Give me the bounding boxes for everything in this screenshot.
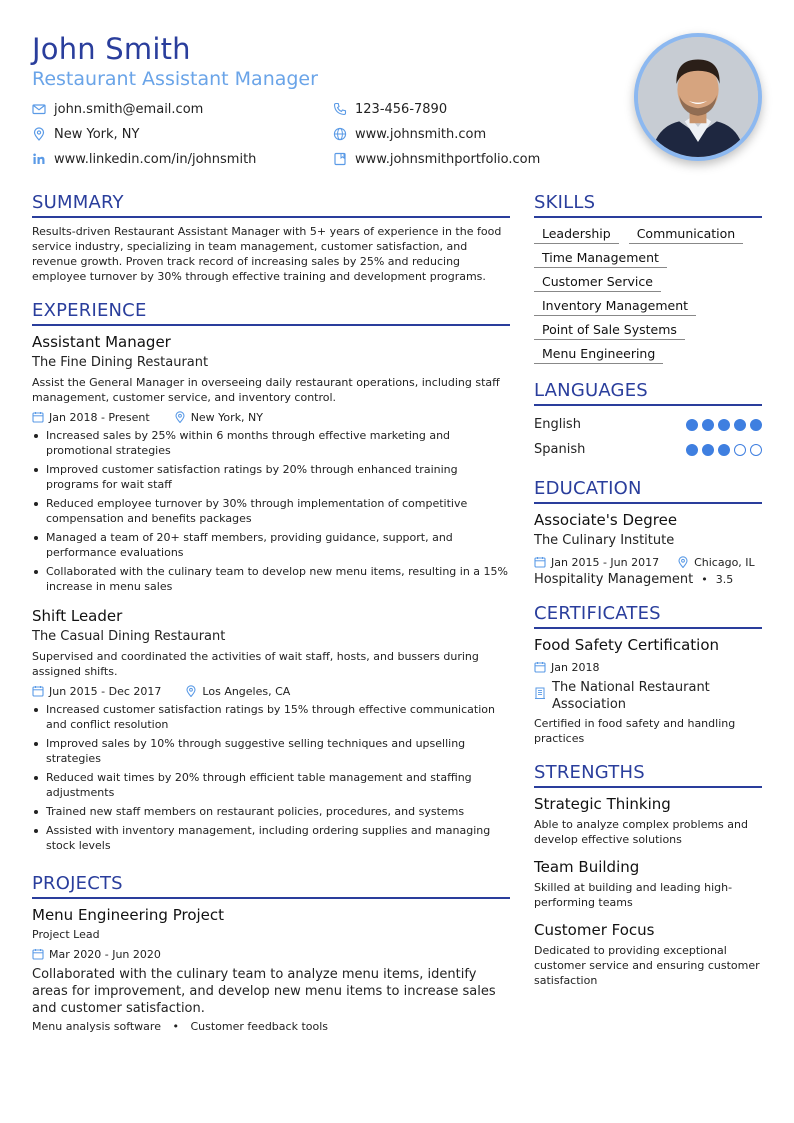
education-field: Hospitality Management — [534, 572, 694, 587]
list-item: Trained new staff members on restaurant policies, procedures, and systems — [32, 804, 510, 819]
level-dot-filled — [718, 419, 730, 431]
tool-separator: • — [172, 1020, 179, 1033]
education-heading: EDUCATION — [534, 476, 762, 504]
linkedin-icon — [32, 152, 46, 166]
contact-portfolio[interactable] — [333, 150, 540, 168]
contact-phone[interactable] — [333, 100, 447, 118]
bookmark-icon — [333, 152, 347, 166]
language-level — [686, 419, 762, 431]
job-meta — [32, 409, 510, 425]
job-dates: Jan 2018 - Present — [49, 410, 150, 424]
skill-tag: Point of Sale Systems — [534, 320, 685, 340]
skill-tag: Inventory Management — [534, 296, 696, 316]
list-item: Assisted with inventory management, including ordering supplies and managing stock levels — [32, 823, 510, 853]
job-title: Shift Leader — [32, 607, 123, 625]
strength-description: Able to analyze complex problems and develop effective solutions — [534, 818, 748, 846]
certificates-heading: CERTIFICATES — [534, 601, 762, 629]
job-dates: Jun 2015 - Dec 2017 — [49, 684, 162, 698]
left-column — [32, 190, 510, 1033]
certificate-org-name: The National Restaurant Association — [552, 680, 710, 712]
project-meta — [32, 946, 510, 962]
tool-item: Menu analysis software — [32, 1020, 161, 1033]
job-description: Supervised and coordinated the activities of wait staff, hosts, and bussers during assigned shifts. — [32, 650, 479, 678]
list-item: Increased sales by 25% within 6 months through effective marketing and promotional strategies — [32, 428, 510, 458]
strength-item — [534, 794, 762, 847]
skill-tag: Communication — [629, 224, 744, 244]
project-dates: Mar 2020 - Jun 2020 — [49, 947, 161, 961]
candidate-name: John Smith — [32, 32, 191, 66]
phone-icon — [333, 102, 347, 116]
strength-item — [534, 857, 762, 910]
education-meta — [534, 554, 762, 570]
language-row — [534, 412, 762, 437]
contact-website[interactable] — [333, 125, 486, 143]
experience-item — [32, 606, 510, 853]
job-description: Assist the General Manager in overseeing daily restaurant operations, including staff management, customer service, and inventory control. — [32, 376, 500, 404]
map-pin-icon — [32, 127, 46, 141]
candidate-role: Restaurant Assistant Manager — [32, 68, 318, 90]
level-dot-filled — [686, 444, 698, 456]
certificate-org — [534, 679, 762, 713]
calendar-icon — [32, 685, 44, 697]
calendar-icon — [32, 948, 44, 960]
level-dot-filled — [734, 419, 746, 431]
project-name: Menu Engineering Project — [32, 906, 225, 924]
education-gpa: 3.5 — [715, 573, 734, 586]
projects-heading: PROJECTS — [32, 871, 510, 899]
resume-header — [32, 30, 612, 92]
project-description: Collaborated with the culinary team to analyze menu items, identify areas for improvement, and develop new menu items to increase sales and customer satisfaction. — [32, 967, 496, 1016]
skill-tag: Leadership — [534, 224, 619, 244]
language-name: Spanish — [534, 442, 586, 457]
language-row — [534, 437, 762, 462]
summary-text: Results-driven Restaurant Assistant Manager with 5+ years of experience in the food service industry, specializing in team management, customer satisfaction, and revenue growth. Proven track record of increasing sales by 25% and reducing employee turnover by 30% through effective training and development programs. — [32, 225, 502, 283]
certificate-meta — [534, 659, 762, 675]
level-dot-empty — [750, 444, 762, 456]
globe-icon — [333, 127, 347, 141]
company-name: The Casual Dining Restaurant — [32, 629, 226, 644]
project-item — [32, 905, 510, 1033]
map-pin-icon — [185, 685, 197, 697]
contact-location — [32, 125, 139, 143]
language-name: English — [534, 417, 581, 432]
contact-email[interactable] — [32, 100, 203, 118]
strength-item — [534, 920, 762, 988]
skill-tag: Time Management — [534, 248, 667, 268]
contact-website-text: www.johnsmith.com — [355, 126, 487, 142]
strength-name: Strategic Thinking — [534, 795, 671, 813]
level-dot-filled — [750, 419, 762, 431]
skill-tag: Menu Engineering — [534, 344, 663, 364]
list-item: Managed a team of 20+ staff members, providing guidance, support, and performance evaluations — [32, 530, 510, 560]
certificate-name: Food Safety Certification — [534, 636, 720, 654]
contact-location-text: New York, NY — [54, 126, 140, 142]
experience-heading: EXPERIENCE — [32, 298, 510, 326]
project-role: Project Lead — [32, 928, 100, 941]
level-dot-filled — [702, 444, 714, 456]
contact-portfolio-text: www.johnsmithportfolio.com — [355, 151, 541, 167]
contact-phone-text: 123-456-7890 — [355, 101, 448, 117]
job-meta — [32, 683, 510, 699]
languages-heading: LANGUAGES — [534, 378, 762, 406]
strength-description: Skilled at building and leading high-performing teams — [534, 881, 733, 909]
company-name: The Fine Dining Restaurant — [32, 355, 209, 370]
summary-heading: SUMMARY — [32, 190, 510, 218]
list-item: Reduced wait times by 20% through efficient table management and staffing adjustments — [32, 770, 510, 800]
school-name: The Culinary Institute — [534, 533, 675, 548]
experience-item — [32, 332, 510, 594]
education-dates: Jan 2015 - Jun 2017 — [551, 555, 660, 569]
education-field-line — [534, 572, 762, 587]
education-item — [534, 510, 762, 587]
list-item: Collaborated with the culinary team to develop new menu items, resulting in a 15% increase in menu sales — [32, 564, 510, 594]
certificate-date: Jan 2018 — [551, 660, 600, 674]
calendar-icon — [534, 661, 546, 673]
level-dot-filled — [702, 419, 714, 431]
list-item: Increased customer satisfaction ratings by 15% through effective communication and conflict resolution — [32, 702, 510, 732]
map-pin-icon — [174, 411, 186, 423]
list-item: Improved customer satisfaction ratings by 20% through enhanced training programs for wait staff — [32, 462, 510, 492]
profile-photo — [634, 33, 762, 161]
tool-item: Customer feedback tools — [190, 1020, 329, 1033]
job-location: Los Angeles, CA — [202, 684, 291, 698]
strength-description: Dedicated to providing exceptional customer service and ensuring customer satisfaction — [534, 944, 760, 987]
level-dot-filled — [686, 419, 698, 431]
skills-list — [534, 224, 762, 364]
project-tools — [32, 1020, 510, 1033]
languages-list — [534, 412, 762, 462]
calendar-icon — [534, 556, 546, 568]
skill-tag: Customer Service — [534, 272, 661, 292]
strength-name: Team Building — [534, 858, 640, 876]
contact-linkedin-text: www.linkedin.com/in/johnsmith — [54, 151, 257, 167]
education-location: Chicago, IL — [694, 555, 755, 569]
degree-name: Associate's Degree — [534, 511, 678, 529]
contact-linkedin[interactable] — [32, 150, 256, 168]
level-dot-empty — [734, 444, 746, 456]
achievement-list — [32, 428, 510, 594]
field-separator: • — [701, 573, 708, 586]
job-title: Assistant Manager — [32, 333, 171, 351]
achievement-list — [32, 702, 510, 853]
certificate-item — [534, 635, 762, 746]
language-level — [686, 444, 762, 456]
strength-name: Customer Focus — [534, 921, 655, 939]
envelope-icon — [32, 102, 46, 116]
skills-heading: SKILLS — [534, 190, 762, 218]
list-item: Improved sales by 10% through suggestive selling techniques and upselling strategies — [32, 736, 510, 766]
certificate-description: Certified in food safety and handling practices — [534, 717, 736, 745]
building-icon — [534, 687, 546, 699]
strengths-heading: STRENGTHS — [534, 760, 762, 788]
level-dot-filled — [718, 444, 730, 456]
job-location: New York, NY — [190, 410, 263, 424]
calendar-icon — [32, 411, 44, 423]
map-pin-icon — [677, 556, 689, 568]
contact-email-text: john.smith@email.com — [54, 101, 204, 117]
right-column — [534, 190, 762, 988]
list-item: Reduced employee turnover by 30% through implementation of competitive compensation and benefits packages — [32, 496, 510, 526]
